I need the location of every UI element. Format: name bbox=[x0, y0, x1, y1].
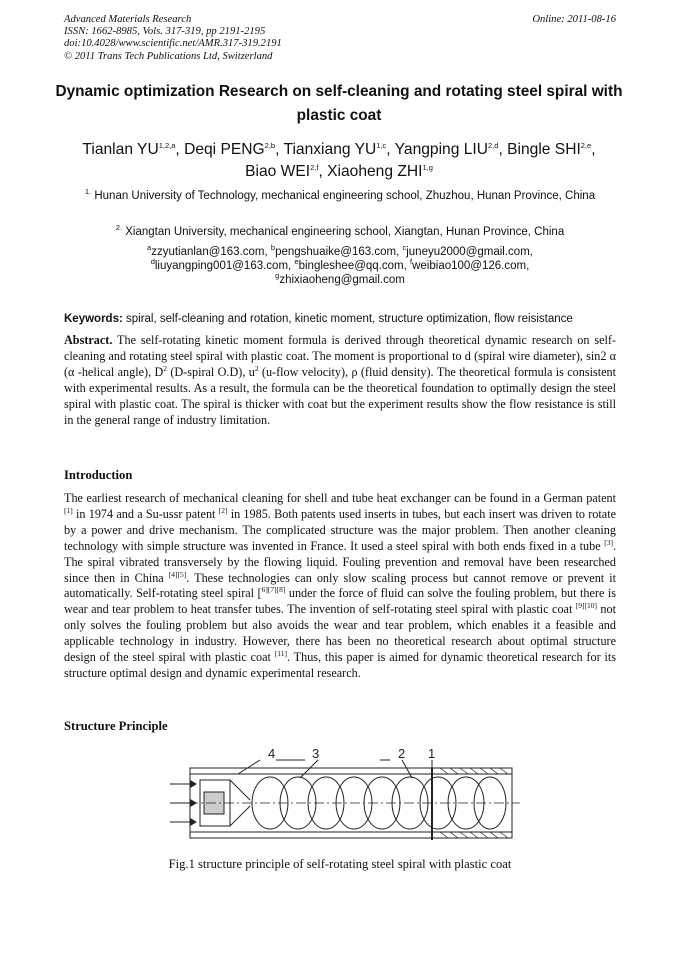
author: Xiaoheng ZHI$^{1,g}$ bbox=[327, 162, 433, 180]
abstract-label: Abstract. bbox=[64, 333, 113, 347]
author: Tianxiang YU$^{1,c}$, bbox=[283, 140, 395, 158]
issn-line: ISSN: 1662-8985, Vols. 317-319, pp 2191-2195 bbox=[64, 26, 266, 38]
leader-line-3 bbox=[300, 760, 318, 778]
affiliation-1: $^{1.}$ Hunan University of Technology, mechanical engineering school, Zhuzhou, Hunan Province, China bbox=[84, 187, 596, 202]
keywords-line bbox=[64, 312, 624, 326]
leader-line-4 bbox=[238, 760, 260, 774]
figure-label-2: 2 bbox=[398, 746, 406, 761]
author: Deqi PENG$^{2,b}$, bbox=[184, 140, 284, 158]
figure-label-4: 4 bbox=[268, 746, 276, 761]
author: Yangping LIU$^{2,d}$, bbox=[394, 140, 508, 158]
author-list bbox=[40, 139, 638, 183]
keywords-label: Keywords: bbox=[64, 313, 123, 325]
introduction-heading: Introduction bbox=[64, 468, 133, 482]
figure-label-3: 3 bbox=[312, 746, 320, 761]
structure-principle-heading: Structure Principle bbox=[64, 719, 168, 733]
email: $^c$juneyu2000@gmail.com, bbox=[402, 243, 533, 258]
email: $^b$pengshuaike@163.com, bbox=[270, 243, 403, 258]
figure-label-1: 1 bbox=[428, 746, 436, 761]
email: $^g$zhixiaoheng@gmail.com bbox=[275, 271, 405, 286]
email-list bbox=[64, 245, 616, 287]
keywords-text: spiral, self-cleaning and rotation, kinetic moment, structure optimization, flow reisistance bbox=[122, 313, 573, 325]
author: Bingle SHI$^{2,e}$, bbox=[507, 140, 596, 158]
figure-1-diagram bbox=[150, 744, 530, 856]
leader-line-2 bbox=[402, 760, 412, 778]
figure-1-caption: Fig.1 structure principle of self-rotating steel spiral with plastic coat bbox=[168, 857, 512, 871]
paper-title: Dynamic optimization Research on self-cleaning and rotating steel spiral with plastic coat bbox=[55, 83, 623, 124]
author: Biao WEI$^{2,f}$, bbox=[245, 162, 328, 180]
doi-line: doi:10.4028/www.scientific.net/AMR.317-319.2191 bbox=[64, 38, 282, 50]
copyright-line: © 2011 Trans Tech Publications Ltd, Switzerland bbox=[64, 50, 273, 62]
email: $^e$bingleshee@qq.com, bbox=[294, 257, 411, 272]
abstract: Abstract. The self-rotating kinetic moment formula is derived through theoretical dynamic research on self-cleaning and rotating steel spiral with plastic coat. The moment is proportional to d (spiral wire diameter), sin2 α (α -helical angle), $D^2$ (D-spiral O.D), $u^2$ (u-flow velocity), ρ (fluid density). The theoretical formula is consistent with experimental results. As a result, the formula can be the theoretical foundation to optimally design the steel spiral with plastic coat. The spiral is thicker with coat but the experiment results show the flow resistance is still in the general range of industry limitation. bbox=[64, 333, 616, 427]
author: Tianlan YU$^{1,2,a}$, bbox=[82, 140, 185, 158]
email: $^a$zzyutianlan@163.com, bbox=[147, 243, 271, 258]
email: $^f$weibiao100@126.com, bbox=[410, 257, 530, 272]
email: $^d$liuyangping001@163.com, bbox=[150, 257, 295, 272]
journal-header bbox=[64, 14, 616, 63]
introduction-body: The earliest research of mechanical cleaning for shell and tube heat exchanger can be found in a German patent [1] in 1974 and a Su-ussr patent [2] in 1985. Both patents used inserts in tubes, but each insert was driven to rotate by a power and drive mechanism. The complicated structure was the major problem. Then another cleaning technology with simple structure was invented in France. It used a steel spiral with both ends fixed in a tube [3]. The spiral vibrated transversely by the flowing liquid. Fouling prevention and removal have been researched since then in China [4][5]. These technologies can only slow scaling process but cannot remove or prevent it automatically. Self-rotating steel spiral [$^{6][7][8]}$ under the force of fluid can solve the fouling problem, but there is wear and tear problem to heat transfer tubes. The invention of self-rotating steel spiral with plastic coat [9][10] not only solves the fouling problem but also avoids the wear and tear problem, which enables it a feasible and applicable technology in industry. However, there has been no theoretical research about optimal structure design of the steel spiral with plastic coat [11]. Thus, this paper is aimed for dynamic theoretical research for its structure optimal design and dynamic experimental research. bbox=[64, 491, 616, 680]
online-date: Online: 2011-08-16 bbox=[532, 14, 616, 25]
journal-name: Advanced Materials Research bbox=[64, 14, 192, 25]
affiliation-2: $^{2.}$ Xiangtan University, mechanical engineering school, Xiangtan, Hunan Province, China bbox=[115, 223, 565, 238]
